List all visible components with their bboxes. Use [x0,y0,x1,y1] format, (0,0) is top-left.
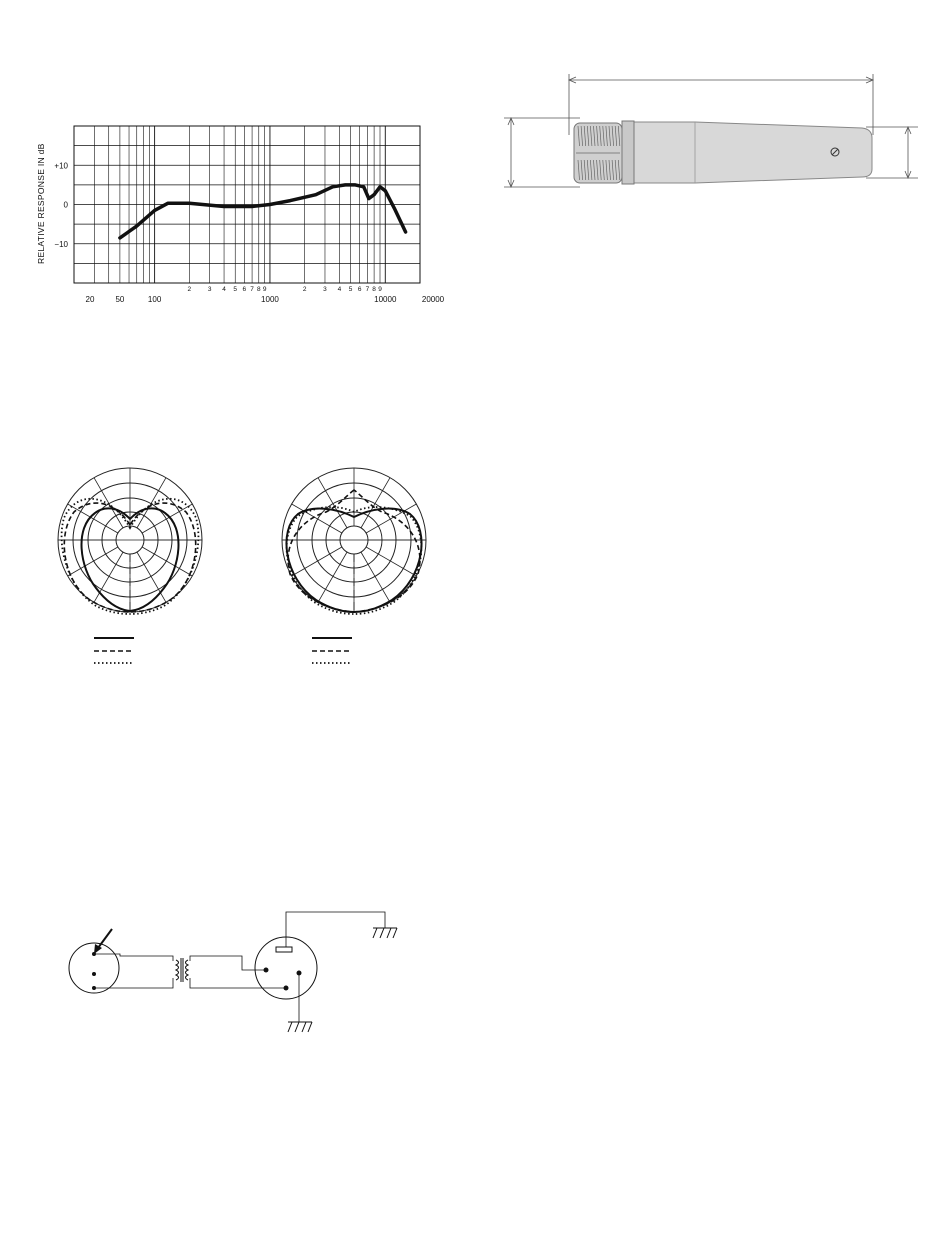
polar-pattern-left [40,450,220,630]
x-minor-tick-label: 9 [262,286,267,293]
x-minor-tick-label: 3 [207,286,212,293]
x-minor-tick-label: 6 [242,286,247,293]
x-minor-tick-label: 3 [323,286,327,293]
x-minor-tick-label: 5 [348,286,353,293]
xlr-key-slot [276,947,292,952]
x-minor-tick-label: 8 [372,286,376,293]
grille-diameter-dimension [504,118,580,187]
frequency-response-chart [0,0,450,330]
polar-pattern-right [264,450,444,630]
x-tick-label: 20 [85,295,95,304]
x-tick-label: 10000 [374,295,397,304]
x-minor-tick-label: 7 [365,286,370,293]
wiring-diagram [40,900,420,1050]
x-minor-tick-label: 5 [233,286,238,293]
arrow-icon [94,929,112,954]
x-tick-label: 50 [115,295,125,304]
x-minor-tick-label: 4 [222,286,226,293]
transformer-icon [176,958,188,982]
y-axis-label: RELATIVE RESPONSE IN dB [36,143,46,264]
y-tick-label: 0 [63,200,68,210]
x-minor-tick-label: 8 [256,286,261,293]
y-tick-label: −10 [54,239,68,249]
polar-legend-left [92,632,142,668]
handle-diameter-dimension [866,127,918,178]
x-minor-tick-label: 4 [337,286,342,293]
polar-grid [58,468,202,612]
x-minor-tick-label: 6 [357,286,362,293]
xlr-pin [264,968,269,973]
microphone-handle [630,122,872,183]
ground-symbol-icon [288,1022,312,1032]
x-tick-label: 100 [147,295,162,304]
polar-legend-right [310,632,360,668]
x-minor-tick-label: 2 [302,286,307,293]
chart-grid [74,126,420,283]
x-minor-tick-label: 7 [250,286,254,293]
microphone-collar [622,121,634,184]
response-curve [120,185,406,238]
microphone-dimension-drawing [490,60,930,210]
ground-symbol-icon [373,928,397,938]
x-minor-tick-label: 9 [378,286,382,293]
xlr-pin [284,986,289,991]
cartridge-connector [69,943,119,993]
x-tick-label: 20000 [421,295,445,304]
x-tick-label: 1000 [261,295,279,304]
y-tick-label: +10 [54,161,68,171]
x-minor-tick-label: 2 [187,286,192,293]
